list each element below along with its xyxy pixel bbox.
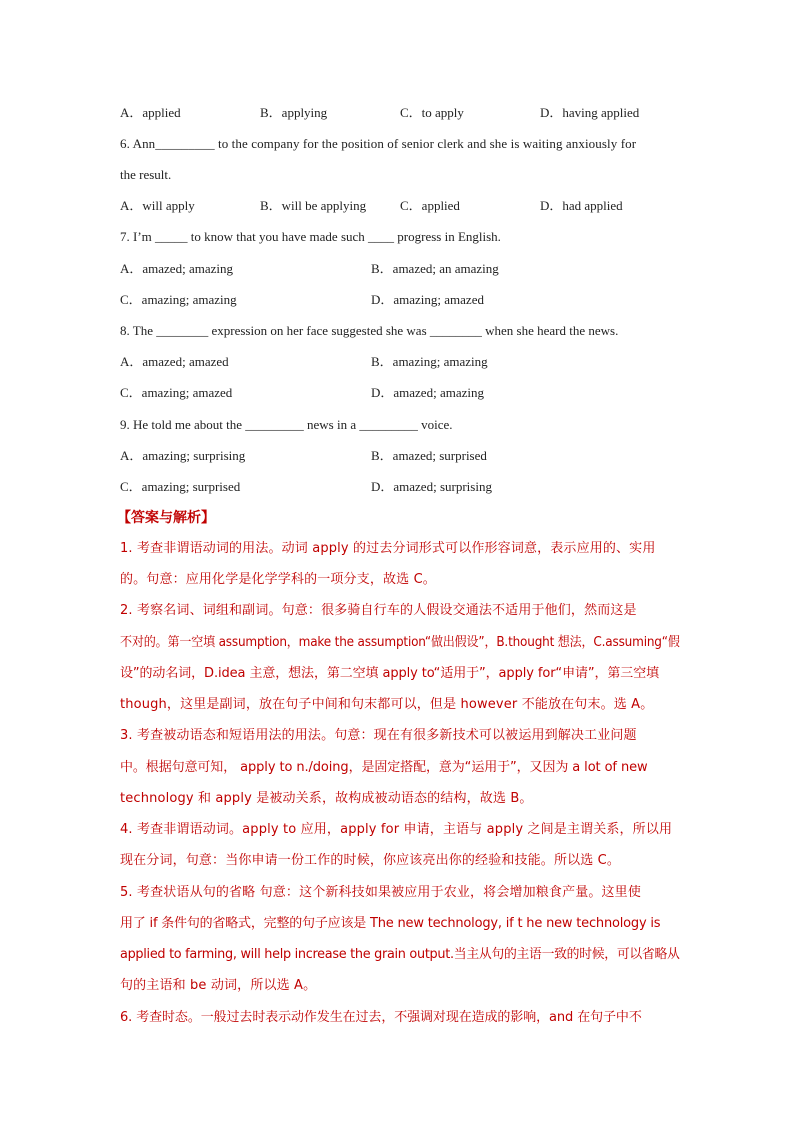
answer-line: 中。根据句意可知， apply to n./doing，是固定搭配，意为“运用于”，又因为 a lot of new: [120, 760, 648, 775]
q6-options: [120, 197, 680, 215]
q8-option-a: A．amazed; amazed: [120, 354, 229, 369]
q6-option-d: D．had applied: [540, 198, 623, 213]
answer-line: 设”的动名词，D.idea 主意，想法，第二空填 apply to“适用于”，apply for“申请”，第三空填: [120, 666, 660, 681]
q9-options-row2: [120, 478, 680, 496]
answer-line: 3. 考查被动语态和短语用法的用法。句意：现在有很多新技术可以被运用到解决工业问题: [120, 728, 637, 743]
q8-options-row1: [120, 353, 680, 371]
answer-line: 不对的。第一空填 assumption，make the assumption“做出假设”，B.thought 想法，C.assuming“假: [120, 635, 680, 650]
answer-line: 句的主语和 be 动词，所以选 A。: [120, 978, 317, 993]
answer-line: 的。句意：应用化学是化学学科的一项分支，故选 C。: [120, 572, 436, 587]
answer-line: 1. 考查非谓语动词的用法。动词 apply 的过去分词形式可以作形容词意，表示应用的、实用: [120, 541, 656, 556]
answer-line: applied to farming, will help increase the grain output.当主从句的主语一致的时候，可以省略从: [120, 947, 680, 962]
q7-options-row2: [120, 291, 680, 309]
answer-line: 用了 if 条件句的省略式，完整的句子应该是 The new technology, if t he new technology is: [120, 916, 661, 931]
q8-stem: 8. The ________ expression on her face suggested she was ________ when she heard the news.: [120, 323, 619, 338]
q5-option-b: B．applying: [260, 105, 328, 120]
answer-line: 4. 考查非谓语动词。apply to 应用，apply for 申请，主语与 apply 之间是主谓关系，所以用: [120, 822, 673, 837]
q7-options-row1: [120, 260, 680, 278]
q7-option-d: D．amazing; amazed: [371, 292, 484, 307]
answer-line: though，这里是副词，放在句子中间和句末都可以，但是 however 不能放在句末。选 A。: [120, 697, 654, 712]
answer-line: 现在分词，句意：当你申请一份工作的时候，你应该亮出你的经验和技能。所以选 C。: [120, 853, 621, 868]
q6-stem-line2: the result.: [120, 167, 172, 182]
q5-option-a: A．applied: [120, 105, 181, 120]
q8-option-d: D．amazed; amazing: [371, 385, 484, 400]
q6-option-b: B．will be applying: [260, 198, 367, 213]
q9-option-b: B．amazed; surprised: [371, 448, 487, 463]
q5-option-c: C．to apply: [400, 105, 464, 120]
q7-option-a: A．amazed; amazing: [120, 261, 233, 276]
q8-options-row2: [120, 384, 680, 402]
answer-line: 6. 考查时态。一般过去时表示动作发生在过去，不强调对现在造成的影响，and 在句子中不: [120, 1010, 642, 1025]
q7-option-b: B．amazed; an amazing: [371, 261, 499, 276]
q7-option-c: C．amazing; amazing: [120, 292, 237, 307]
answer-line: 5. 考查状语从句的省略 句意：这个新科技如果被应用于农业，将会增加粮食产量。这里使: [120, 885, 641, 900]
q9-options-row1: [120, 447, 680, 465]
q5-option-d: D．having applied: [540, 105, 640, 120]
q6-option-c: C．applied: [400, 198, 460, 213]
q6-stem-line1: 6. Ann_________ to the company for the position of senior clerk and she is waiting anxiously for: [120, 136, 637, 151]
q5-options: [120, 104, 680, 122]
answer-line: technology 和 apply 是被动关系，故构成被动语态的结构，故选 B。: [120, 791, 533, 806]
q9-option-c: C．amazing; surprised: [120, 479, 241, 494]
q9-option-d: D．amazed; surprising: [371, 479, 492, 494]
q8-option-b: B．amazing; amazing: [371, 354, 488, 369]
q6-option-a: A．will apply: [120, 198, 195, 213]
q9-option-a: A．amazing; surprising: [120, 448, 246, 463]
q7-stem: 7. I’m _____ to know that you have made such ____ progress in English.: [120, 229, 501, 244]
answer-heading: 【答案与解析】: [117, 510, 215, 526]
answer-line: 2. 考察名词、词组和副词。句意：很多骑自行车的人假设交通法不适用于他们，然而这是: [120, 603, 637, 618]
q9-stem: 9. He told me about the _________ news in a _________ voice.: [120, 417, 453, 432]
q8-option-c: C．amazing; amazed: [120, 385, 233, 400]
